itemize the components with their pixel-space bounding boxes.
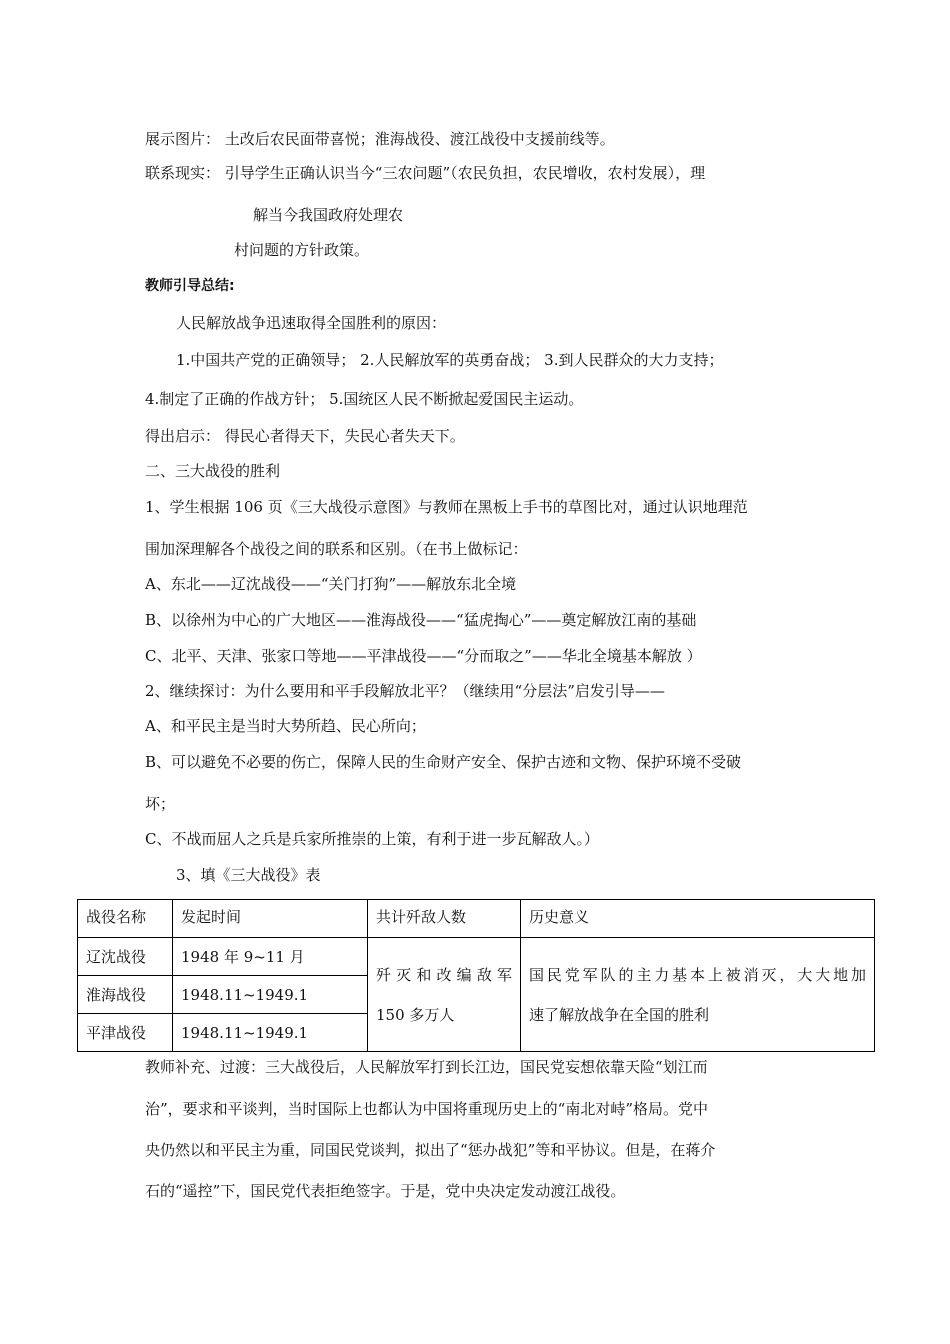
- list-item-c-beiping: C、北平、天津、张家口等地——平津战役——“分而取之”——华北全境基本解放 ）: [145, 647, 702, 665]
- header-enemies-destroyed: 共计歼敌人数: [368, 900, 521, 938]
- list-item-a-northeast: A、东北——辽沈战役——“关门打狗”——解放东北全境: [145, 575, 517, 593]
- list-item-b-cont: 坏；: [145, 795, 176, 813]
- cell-start-time: 1948.11~1949.1: [173, 976, 368, 1014]
- header-start-time: 发起时间: [173, 900, 368, 938]
- table-header-row: [78, 900, 875, 938]
- paragraph-transition-cont2: 央仍然以和平民主为重，同国民党谈判，拟出了“惩办战犯”等和平协议。但是，在蒋介: [145, 1141, 716, 1159]
- paragraph-connect-reality: 联系现实： 引导学生正确认识当今“三农问题”（农民负担，农民增收，农村发展），理: [145, 164, 706, 182]
- enemies-line-1: 歼灭和改编敌军: [376, 965, 512, 984]
- list-item-c-strategy: C、不战而屈人之兵是兵家所推崇的上策，有利于进一步瓦解敌人。）: [145, 830, 599, 848]
- paragraph-connect-reality-cont1: 解当今我国政府处理农: [253, 206, 404, 224]
- paragraph-step-1: 1、学生根据 106 页《三大战役示意图》与教师在黑板上手书的草图比对，通过认识地理范: [145, 498, 748, 516]
- header-battle-name: 战役名称: [78, 900, 173, 938]
- list-item-a-peace: A、和平民主是当时大势所趋、民心所向；: [145, 717, 426, 735]
- cell-battle-name: 平津战役: [78, 1014, 173, 1052]
- paragraph-teacher-transition: 教师补充、过渡：三大战役后，人民解放军打到长江边，国民党妄想依靠天险“划江而: [145, 1058, 708, 1076]
- cell-battle-name: 淮海战役: [78, 976, 173, 1014]
- significance-line-1: 国民党军队的主力基本上被消灭，大大地加: [529, 965, 866, 984]
- three-battles-table: [77, 899, 875, 1052]
- paragraph-victory-reasons: 人民解放战争迅速取得全国胜利的原因：: [176, 314, 447, 332]
- paragraph-step-3: 3、填《三大战役》表: [176, 866, 321, 884]
- cell-start-time: 1948.11~1949.1: [173, 1014, 368, 1052]
- enemies-line-2: 150 多万人: [376, 1005, 455, 1024]
- section-heading-three-battles: 二、三大战役的胜利: [145, 462, 281, 480]
- list-item-b-xuzhou: B、以徐州为中心的广大地区——淮海战役——“猛虎掏心”——奠定解放江南的基础: [145, 611, 697, 629]
- cell-historical-significance: [521, 938, 875, 1052]
- paragraph-reasons-4-5: 4.制定了正确的作战方针； 5.国统区人民不断掀起爱国民主运动。: [145, 390, 584, 408]
- cell-battle-name: 辽沈战役: [78, 938, 173, 976]
- cell-start-time: 1948 年 9~11 月: [173, 938, 368, 976]
- paragraph-inspiration: 得出启示： 得民心者得天下，失民心者失天下。: [145, 427, 465, 445]
- table-row: [78, 938, 875, 976]
- cell-enemies-destroyed: [368, 938, 521, 1052]
- paragraph-reasons-1-3: 1.中国共产党的正确领导； 2.人民解放军的英勇奋战； 3.到人民群众的大力支持；: [176, 351, 724, 369]
- paragraph-show-pictures: 展示图片： 土改后农民面带喜悦；淮海战役、渡江战役中支援前线等。: [145, 130, 615, 148]
- header-historical-significance: 历史意义: [521, 900, 875, 938]
- paragraph-transition-cont3: 石的“遥控”下，国民党代表拒绝签字。于是，党中央决定发动渡江战役。: [145, 1182, 626, 1200]
- heading-teacher-summary: 教师引导总结:: [145, 278, 235, 294]
- paragraph-step-1-cont: 围加深理解各个战役之间的联系和区别。（在书上做标记：: [145, 540, 528, 558]
- paragraph-connect-reality-cont2: 村问题的方针政策。: [234, 241, 370, 259]
- significance-line-2: 速了解放战争在全国的胜利: [529, 1005, 710, 1024]
- list-item-b-avoid-casualties: B、可以避免不必要的伤亡，保障人民的生命财产安全、保护古迹和文物、保护环境不受破: [145, 753, 742, 771]
- paragraph-step-2: 2、继续探讨：为什么要用和平手段解放北平？（继续用“分层法”启发引导——: [145, 682, 665, 700]
- paragraph-transition-cont1: 治”，要求和平谈判，当时国际上也都认为中国将重现历史上的“南北对峙”格局。党中: [145, 1100, 709, 1118]
